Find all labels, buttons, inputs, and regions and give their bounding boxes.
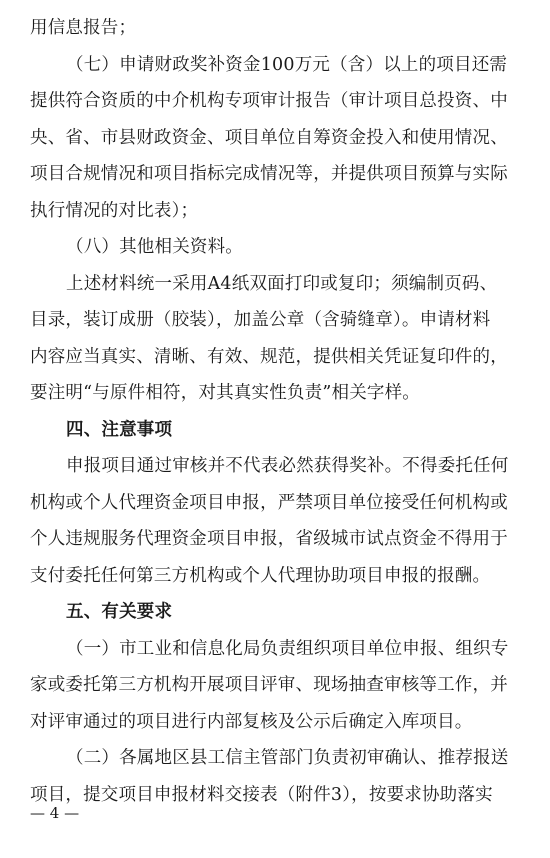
text-line: 支付委托任何第三方机构或个人代理协助项目申报的报酬。 [30,565,491,586]
text-line: 机构或个人代理资金项目申报，严禁项目单位接受任何机构或 [30,492,508,513]
document-page [30,10,525,813]
text-line: 上述材料统一采用A4纸双面打印或复印；须编制页码、 [66,273,498,294]
text-line: 对评审通过的项目进行内部复核及公示后确定入库项目。 [30,711,473,732]
text-line: 申报项目通过审核并不代表必然获得奖补。不得委托任何 [66,456,509,476]
text-line: 项目合规情况和项目指标完成情况等，并提供项目预算与实际 [30,164,508,184]
text-line: 目录，装订成册（胶装），加盖公章（含骑缝章）。申请材料 [30,310,491,330]
text-line: （一）市工业和信息化局负责组织项目单位申报、组织专 [66,638,509,659]
text-line: 项目，提交项目申报材料交接表（附件3），按要求协助落实 [30,784,493,805]
text-line: 执行情况的对比表）； [30,200,199,221]
text-line: （七）申请财政奖补资金100万元（含）以上的项目还需 [66,54,508,75]
section-heading: 四、注意事项 [66,419,173,440]
text-line: （二）各属地区县工信主管部门负责初审确认、推荐报送 [66,748,509,768]
text-line: 要注明“与原件相符，对其真实性负责”相关字样。 [30,383,420,403]
text-line: 央、省、市县财政资金、项目单位自筹资金投入和使用情况、 [30,127,508,148]
text-line: 家或委托第三方机构开展项目评审、现场抽查审核等工作，并 [30,675,508,695]
text-line: （八）其他相关资料。 [66,237,243,257]
page-number: — 4 — [30,804,80,822]
section-heading: 五、有关要求 [66,602,173,622]
text-line: 内容应当真实、清晰、有效、规范，提供相关凭证复印件的， [30,346,508,367]
text-line: 用信息报告； [30,18,137,38]
text-line: 个人违规服务代理资金项目申报，省级城市试点资金不得用于 [30,529,508,549]
text-line: 提供符合资质的中介机构专项审计报告（审计项目总投资、中 [30,91,508,111]
